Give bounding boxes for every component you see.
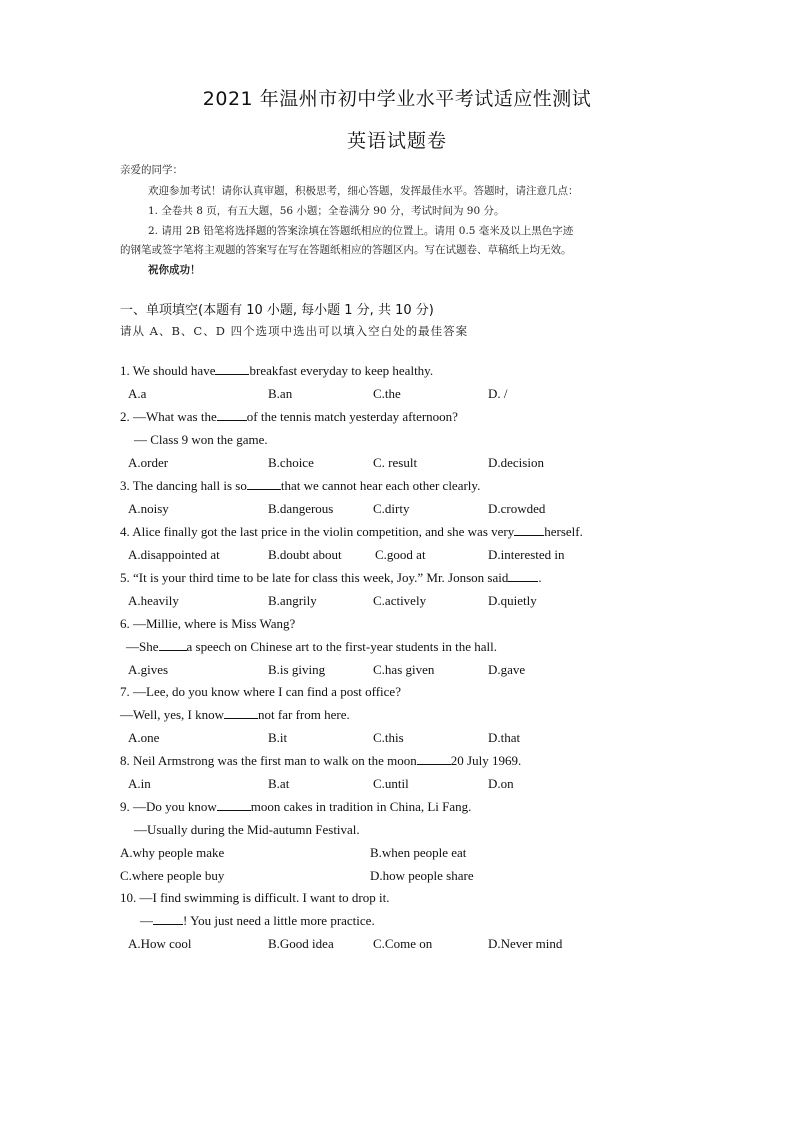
question-text: not far from here. <box>258 707 350 722</box>
option-d: D.on <box>488 776 514 791</box>
option-a: A.a <box>128 386 147 401</box>
option-c: C.where people buy <box>120 868 225 883</box>
option-b: B.doubt about <box>268 547 342 562</box>
section-instruction: 请从 A、B、C、D 四个选项中选出可以填入空白处的最佳答案 <box>120 324 469 338</box>
answer-blank <box>159 639 187 651</box>
question-text: of the tennis match yesterday afternoon? <box>246 409 458 424</box>
option-a: A.noisy <box>128 501 169 516</box>
option-a: A.heavily <box>128 593 179 608</box>
question-text: 1. We should have <box>120 363 216 378</box>
question-text: 9. —Do you know <box>120 799 217 814</box>
question-text: . <box>538 570 542 585</box>
question-8 <box>120 753 521 769</box>
option-d: D.that <box>488 730 521 745</box>
option-a: A.disappointed at <box>128 547 220 562</box>
option-d: D.how people share <box>370 868 474 883</box>
question-1 <box>120 363 433 379</box>
question-text: breakfast everyday to keep healthy. <box>249 363 434 378</box>
option-a: A.order <box>128 455 169 470</box>
question-text: 3. The dancing hall is so <box>120 478 247 493</box>
option-b: B.at <box>268 776 290 791</box>
wish-text: 祝你成功！ <box>148 264 201 276</box>
question-text: ! You just need a little more practice. <box>183 913 375 928</box>
answer-blank <box>217 409 247 421</box>
question-2-reply: — Class 9 won the game. <box>134 432 268 447</box>
question-text: — <box>140 913 153 928</box>
question-6-reply <box>126 639 497 655</box>
question-6: 6. —Millie, where is Miss Wang? <box>120 616 296 631</box>
question-4 <box>120 524 583 540</box>
option-d: D.interested in <box>488 547 565 562</box>
option-b: B.choice <box>268 455 314 470</box>
rule-1: 1. 全卷共 8 页，有五大题，56 小题；全卷满分 90 分，考试时间为 90 分。 <box>148 205 505 217</box>
question-text: moon cakes in tradition in China, Li Fang. <box>250 799 472 814</box>
option-c: C.this <box>373 730 404 745</box>
question-7-reply <box>120 707 350 723</box>
option-c: C.the <box>373 386 401 401</box>
question-2 <box>120 409 458 425</box>
rule-2a: 2. 请用 2B 铅笔将选择题的答案涂填在答题纸相应的位置上。请用 0.5 毫米及以上黑色字迹 <box>148 225 574 237</box>
option-d: D.crowded <box>488 501 546 516</box>
question-10-reply <box>140 913 375 929</box>
question-text: that we cannot hear each other clearly. <box>280 478 481 493</box>
option-a: A.why people make <box>120 845 225 860</box>
section-title: 一、单项填空(本题有 10 小题, 每小题 1 分, 共 10 分) <box>120 303 434 318</box>
answer-blank <box>217 799 251 811</box>
question-3 <box>120 478 480 494</box>
question-7: 7. —Lee, do you know where I can find a post office? <box>120 684 401 699</box>
option-c: C.Come on <box>373 936 433 951</box>
answer-blank <box>215 363 249 375</box>
answer-blank <box>514 524 544 536</box>
option-d: D.gave <box>488 662 526 677</box>
answer-blank <box>224 707 258 719</box>
question-text: —She <box>126 639 159 654</box>
answer-blank <box>508 570 538 582</box>
exam-title: 2021 年温州市初中学业水平考试适应性测试 <box>202 88 592 110</box>
option-c: C.actively <box>373 593 427 608</box>
option-a: A.How cool <box>128 936 192 951</box>
option-d: D. / <box>488 386 508 401</box>
question-text: 8. Neil Armstrong was the first man to walk on the moon <box>120 753 417 768</box>
option-c: C.good at <box>375 547 426 562</box>
option-b: B.when people eat <box>370 845 467 860</box>
option-b: B.an <box>268 386 293 401</box>
option-b: B.Good idea <box>268 936 334 951</box>
option-b: B.it <box>268 730 288 745</box>
question-text: 5. “It is your third time to be late for class this week, Joy.” Mr. Jonson said <box>120 570 509 585</box>
question-text: 2. —What was the <box>120 409 217 424</box>
option-c: C.dirty <box>373 501 410 516</box>
option-a: A.one <box>128 730 160 745</box>
option-c: C.until <box>373 776 409 791</box>
option-d: D.Never mind <box>488 936 563 951</box>
question-10: 10. —I find swimming is difficult. I want to drop it. <box>120 890 390 905</box>
option-b: B.dangerous <box>268 501 334 516</box>
question-text: a speech on Chinese art to the first-year students in the hall. <box>186 639 497 654</box>
question-text: 20 July 1969. <box>450 753 522 768</box>
option-d: D.decision <box>488 455 544 470</box>
greeting: 亲爱的同学： <box>120 164 183 176</box>
answer-blank <box>417 753 451 765</box>
question-9-reply: —Usually during the Mid-autumn Festival. <box>134 822 360 837</box>
intro-text: 欢迎参加考试！请你认真审题，积极思考，细心答题，发挥最佳水平。答题时，请注意几点： <box>148 185 579 197</box>
answer-blank <box>153 913 183 925</box>
question-5 <box>120 570 542 586</box>
rule-2b: 的钢笔或签字笔将主观题的答案写在写在答题纸相应的答题区内。写在试题卷、草稿纸上均无效。 <box>120 244 572 256</box>
question-text: —Well, yes, I know <box>120 707 225 722</box>
option-a: A.in <box>128 776 151 791</box>
option-c: C.has given <box>373 662 435 677</box>
option-b: B.is giving <box>268 662 326 677</box>
option-d: D.quietly <box>488 593 537 608</box>
question-9 <box>120 799 471 815</box>
answer-blank <box>247 478 281 490</box>
exam-subtitle: 英语试题卷 <box>346 130 447 152</box>
option-c: C. result <box>373 455 418 470</box>
option-a: A.gives <box>128 662 169 677</box>
option-b: B.angrily <box>268 593 317 608</box>
question-text: 4. Alice finally got the last price in the violin competition, and she was very <box>120 524 515 539</box>
question-text: herself. <box>544 524 583 539</box>
